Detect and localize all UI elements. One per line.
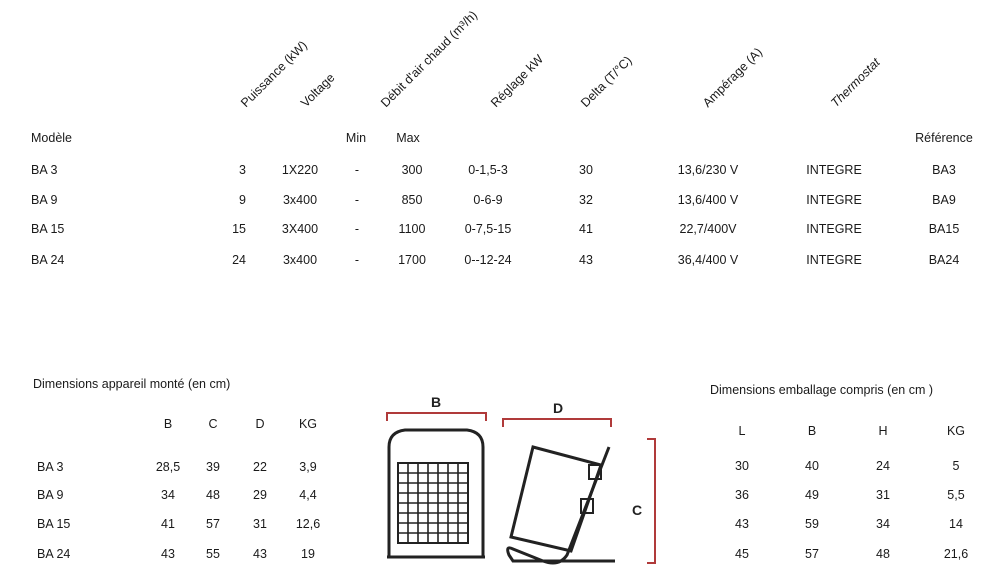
dims-packed-value: 14 [949,517,963,531]
heater-side-view [508,447,615,563]
dims-mounted-value: 57 [206,517,220,531]
dims-packed-title: Dimensions emballage compris (en cm ) [710,383,933,397]
spec-puissance: 3 [239,163,246,177]
spec-reglage: 0--12-24 [464,253,512,267]
dims-packed-value: 45 [735,547,749,561]
dims-mounted-header: C [208,417,218,431]
dimension-c-label: C [631,502,643,518]
spec-voltage: 1X220 [281,163,319,177]
dims-packed-value: 36 [735,488,749,502]
dims-packed-value: 43 [735,517,749,531]
header-amperage: Ampérage (A) [700,45,766,110]
dims-mounted-header: D [255,417,265,431]
spec-max: 300 [401,163,423,177]
spec-delta: 43 [579,253,593,267]
dims-mounted-value: 41 [161,517,175,531]
spec-voltage: 3x400 [282,253,318,267]
dims-mounted-value: 43 [253,547,267,561]
spec-min: - [354,222,360,236]
spec-amperage: 13,6/230 V [677,163,739,177]
spec-reglage: 0-1,5-3 [468,163,508,177]
heater-front-view [387,430,485,557]
header-delta: Delta (T/°C) [578,53,635,110]
dims-packed-header: L [738,424,746,438]
dims-mounted-header: B [163,417,173,431]
dims-mounted-value: 22 [253,460,267,474]
header-puissance: Puissance (kW) [238,38,310,110]
spec-voltage: 3X400 [281,222,319,236]
spec-voltage: 3x400 [282,193,318,207]
spec-amperage: 22,7/400V [679,222,737,236]
spec-reglage: 0-6-9 [473,193,503,207]
header-voltage: Voltage [298,70,338,110]
spec-min: - [354,193,360,207]
dims-mounted-value: 28,5 [155,460,181,474]
subheader-max: Max [396,131,420,145]
dims-mounted-value: 55 [206,547,220,561]
dims-mounted-value: 39 [206,460,220,474]
dims-packed-value: 30 [735,459,749,473]
dims-mounted-value: 31 [253,517,267,531]
dims-mounted-value: 43 [161,547,175,561]
header-debit: Débit d'air chaud (m³/h) [378,8,481,111]
spec-thermostat: INTEGRE [806,193,862,207]
dims-mounted-modele: BA 15 [37,517,71,531]
spec-delta: 32 [579,193,593,207]
spec-puissance: 24 [232,253,246,267]
spec-reference: BA9 [932,193,956,207]
dimension-b-bracket [387,413,486,421]
spec-reference: BA15 [928,222,960,236]
dims-mounted-value: 19 [301,547,315,561]
subheader-min: Min [345,131,367,145]
subheader-reference: Référence [915,131,973,145]
spec-modele: BA 3 [31,163,58,177]
spec-max: 1100 [398,222,426,236]
dims-packed-header: B [807,424,817,438]
dimension-b-label: B [430,394,442,410]
spec-modele: BA 9 [31,193,58,207]
spec-amperage: 36,4/400 V [677,253,739,267]
dims-mounted-value: 34 [161,488,175,502]
spec-thermostat: INTEGRE [806,222,862,236]
spec-min: - [354,253,360,267]
dims-packed-value: 59 [805,517,819,531]
dims-mounted-title: Dimensions appareil monté (en cm) [33,377,231,391]
spec-modele: BA 24 [31,253,65,267]
spec-thermostat: INTEGRE [806,253,862,267]
dims-mounted-value: 4,4 [299,488,317,502]
dimension-d-bracket [503,419,611,427]
dims-packed-value: 24 [876,459,890,473]
dims-packed-value: 57 [805,547,819,561]
spec-delta: 41 [579,222,593,236]
dims-packed-value: 34 [876,517,890,531]
heater-diagram [375,387,665,587]
dims-mounted-value: 29 [253,488,267,502]
spec-min: - [354,163,360,177]
header-reglage: Réglage kW [488,51,547,110]
spec-max: 850 [401,193,423,207]
dims-mounted-value: 48 [206,488,220,502]
dims-packed-header: H [878,424,888,438]
dims-mounted-value: 3,9 [299,460,317,474]
spec-delta: 30 [579,163,593,177]
dims-mounted-modele: BA 24 [37,547,71,561]
spec-reference: BA3 [932,163,956,177]
dims-packed-value: 21,6 [943,547,969,561]
dims-mounted-header: KG [298,417,318,431]
spec-max: 1700 [398,253,426,267]
dims-packed-value: 5,5 [947,488,965,502]
spec-puissance: 15 [232,222,246,236]
dims-packed-value: 48 [876,547,890,561]
subheader-modele: Modèle [31,131,72,145]
spec-thermostat: INTEGRE [806,163,862,177]
spec-amperage: 13,6/400 V [677,193,739,207]
dims-packed-value: 49 [805,488,819,502]
spec-puissance: 9 [239,193,246,207]
dims-mounted-modele: BA 3 [37,460,64,474]
spec-reglage: 0-7,5-15 [464,222,512,236]
dims-packed-header: KG [946,424,966,438]
dims-packed-value: 31 [876,488,890,502]
spec-reference: BA24 [928,253,960,267]
dimension-d-label: D [552,400,564,416]
dims-packed-value: 5 [952,459,960,473]
header-thermostat: Thermostat [828,55,883,110]
dims-mounted-value: 12,6 [295,517,321,531]
dimension-c-bracket [647,439,655,563]
dims-mounted-modele: BA 9 [37,488,64,502]
dims-packed-value: 40 [805,459,819,473]
spec-modele: BA 15 [31,222,65,236]
